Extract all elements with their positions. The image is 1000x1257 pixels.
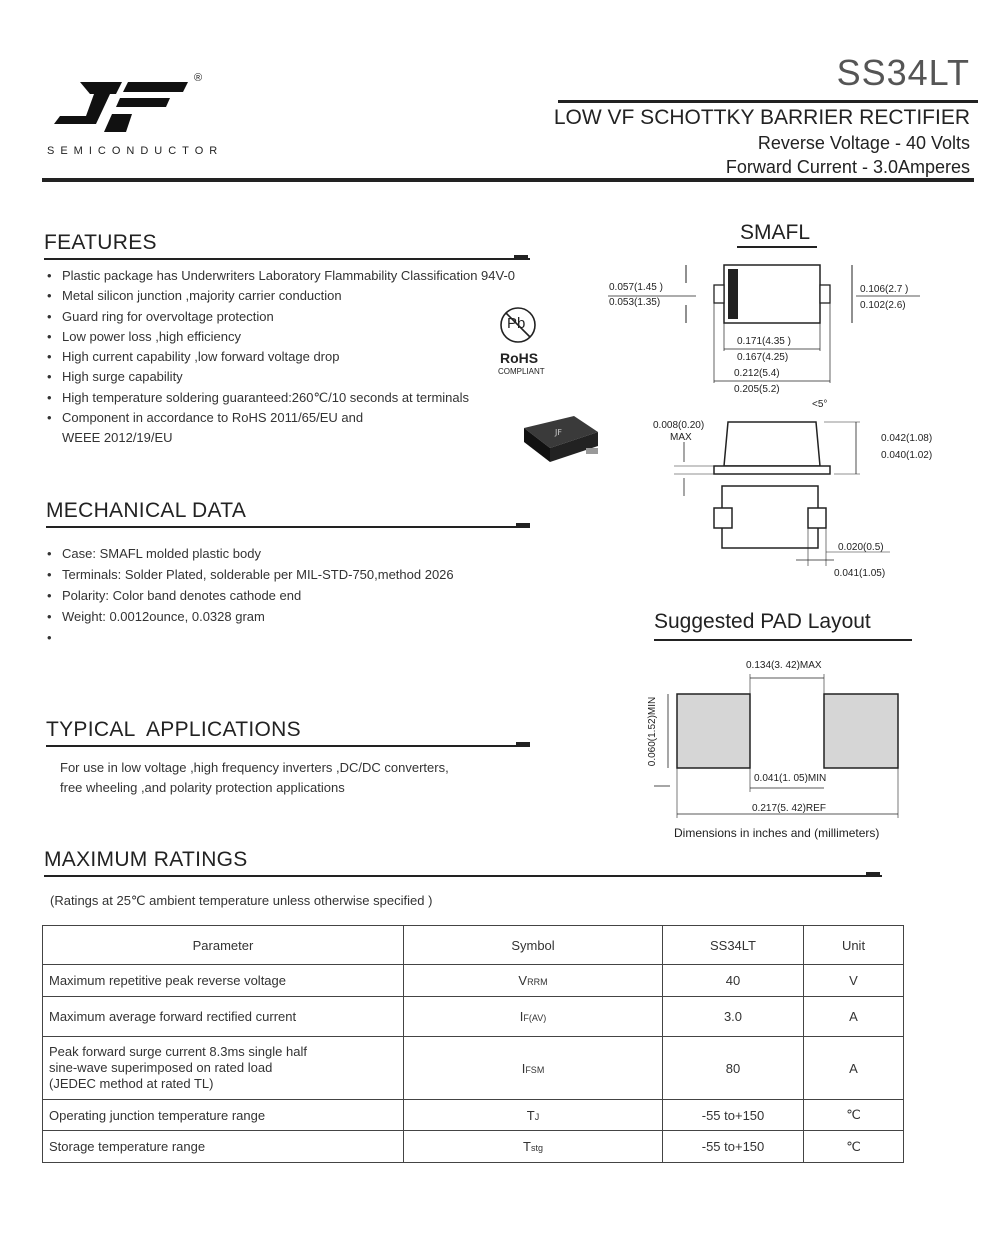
dim-lead-thickness-max: MAX [670,432,692,443]
dim-lead-width-min: 0.053(1.35) [609,297,661,308]
list-item: • [47,630,52,645]
dim-body-length-max: 0.171(4.35 ) [737,336,791,347]
list-item: • Terminals: Solder Plated, solderable per MIL-STD-750,method 2026 [47,567,454,582]
header-symbol: Symbol [404,926,663,965]
table-row [43,1037,904,1100]
applications-line-1: For use in low voltage ,high frequency inverters ,DC/DC converters, [60,760,449,775]
cell-symbol: TJ [404,1100,663,1131]
cell-value: 3.0 [663,997,804,1037]
dim-body-length-min: 0.167(4.25) [737,352,789,363]
dim-lead-thickness: 0.008(0.20) [653,420,705,431]
cell-unit: A [804,997,904,1037]
list-item: • Guard ring for overvoltage protection [47,308,274,324]
cell-symbol: IFSM [404,1037,663,1100]
cell-symbol: VRRM [404,965,663,997]
rohs-compliant: COMPLIANT [498,367,545,376]
dim-pad-width-min: 0.041(1. 05)MIN [754,773,827,784]
cell-value: 80 [663,1037,804,1100]
list-item: • Weight: 0.0012ounce, 0.0328 gram [47,609,265,624]
svg-text:JF: JF [555,428,562,437]
dim-pad-span-max: 0.134(3. 42)MAX [746,660,822,671]
pad-layout-rule [654,639,912,641]
features-rule-block [514,255,528,259]
applications-title: TYPICAL APPLICATIONS [46,718,301,741]
applications-rule [46,745,530,747]
header-rule-short [558,100,978,103]
ratings-note: (Ratings at 25℃ ambient temperature unless otherwise specified ) [50,893,433,908]
package-bottom-view [700,482,900,582]
rohs-pb-icon [496,305,540,345]
package-name-rule [737,246,817,248]
table-header-row [43,926,904,965]
cell-parameter: Peak forward surge current 8.3ms single half sine-wave superimposed on rated load (JEDEC method at rated TL) [43,1037,404,1100]
dim-pad-length: 0.020(0.5) [838,542,884,553]
table-row [43,1100,904,1131]
applications-rule-block [516,742,530,746]
pad-layout-drawing [640,670,910,820]
list-item: • Polarity: Color band denotes cathode end [47,588,302,603]
cell-parameter: Maximum repetitive peak reverse voltage [43,965,404,997]
product-title: LOW VF SCHOTTKY BARRIER RECTIFIER [553,106,970,129]
table-row [43,997,904,1037]
cell-unit: A [804,1037,904,1100]
dim-angle: <5° [812,399,828,410]
dim-body-width-min: 0.102(2.6) [860,300,906,311]
header-part: SS34LT [663,926,804,965]
package-name: SMAFL [740,221,811,244]
list-item: • Plastic package has Underwriters Laboratory Flammability Classification 94V-0 [47,268,516,283]
reverse-voltage: Reverse Voltage - 40 Volts [757,133,970,153]
package-top-view [600,255,940,405]
dim-height-min: 0.040(1.02) [881,450,933,461]
mechanical-rule-block [516,523,530,527]
dim-lead-length: 0.041(1.05) [834,568,886,579]
cell-parameter: Maximum average forward rectified current [43,997,404,1037]
dim-overall-length-min: 0.205(5.2) [734,384,780,395]
company-name: SEMICONDUCTOR [47,145,224,157]
package-photo [510,410,605,470]
dim-pad-ref: 0.217(5. 42)REF [752,803,826,814]
cell-unit: ℃ [804,1100,904,1131]
ratings-rule [44,875,882,877]
features-rule [44,258,530,260]
registered-mark: ® [194,72,203,84]
dim-overall-length-max: 0.212(5.4) [734,368,780,379]
list-item: • Component in accordance to RoHS 2011/65/EU and [47,410,364,426]
cell-symbol: Tstg [404,1131,663,1163]
list-item: • Case: SMAFL molded plastic body [47,546,261,561]
ratings-title: MAXIMUM RATINGS [44,848,248,871]
features-title: FEATURES [44,231,157,254]
part-number: SS34LT [836,52,970,93]
list-item: • High current capability ,low forward voltage drop [47,349,340,365]
rohs-pb-label: Pb [507,315,526,332]
cell-parameter: Storage temperature range [43,1131,404,1163]
header-rule [42,178,974,182]
rohs-label: RoHS [500,350,539,366]
dim-body-width-max: 0.106(2.7 ) [860,284,909,295]
forward-current: Forward Current - 3.0Amperes [725,157,970,177]
list-item: • Metal silicon junction ,majority carrier conduction [47,288,342,304]
mechanical-rule [46,526,530,528]
cell-unit: V [804,965,904,997]
pad-layout-title: Suggested PAD Layout [654,610,871,633]
dim-lead-width-max: 0.057(1.45 ) [609,282,663,293]
dim-pad-height: 0.060(1.52)MIN [647,696,659,767]
list-item: • High temperature soldering guaranteed:260℃/10 seconds at terminals [47,389,470,405]
table-row [43,965,904,997]
list-item-continuation: WEEE 2012/19/EU [62,430,173,446]
ratings-rule-block [866,872,880,876]
dim-height-max: 0.042(1.08) [881,433,933,444]
ratings-table [42,925,904,1163]
list-item: • Low power loss ,high efficiency [47,328,241,344]
cell-value: 40 [663,965,804,997]
cell-value: -55 to+150 [663,1131,804,1163]
cell-value: -55 to+150 [663,1100,804,1131]
applications-line-2: free wheeling ,and polarity protection applications [60,780,345,795]
company-logo [52,80,192,136]
mechanical-list [44,543,584,648]
table-row [43,1131,904,1163]
cell-symbol: IF(AV) [404,997,663,1037]
header-unit: Unit [804,926,904,965]
cell-parameter: Operating junction temperature range [43,1100,404,1131]
dimensions-note: Dimensions in inches and (millimeters) [674,826,880,840]
mechanical-title: MECHANICAL DATA [46,499,247,522]
list-item: • High surge capability [47,369,183,385]
header-parameter: Parameter [43,926,404,965]
cell-unit: ℃ [804,1131,904,1163]
